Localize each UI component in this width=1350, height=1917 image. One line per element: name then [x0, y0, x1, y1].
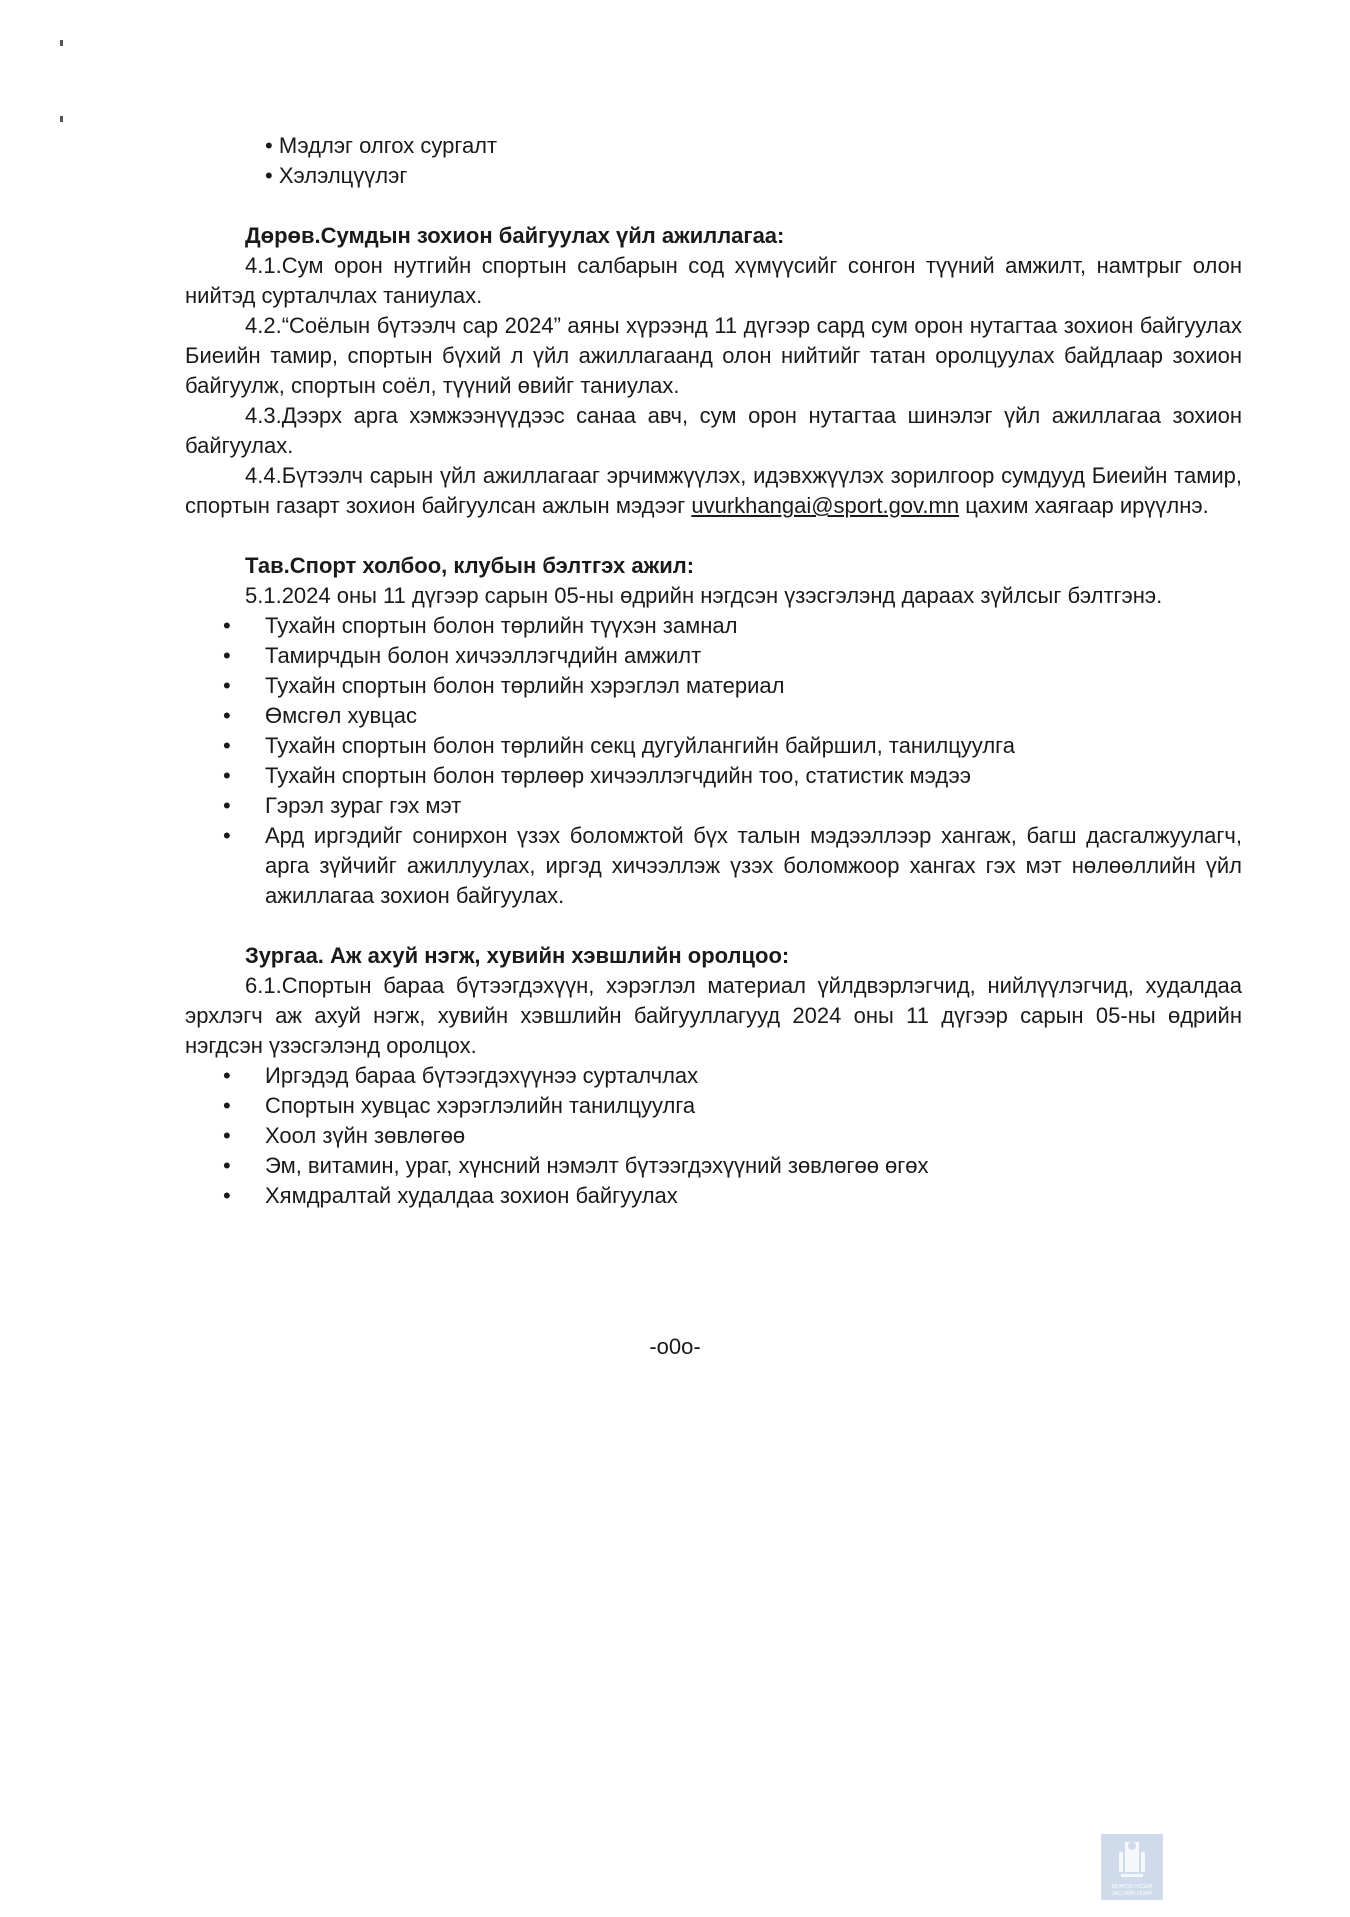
paragraph-4-3: 4.3.Дээрх арга хэмжээнүүдээс санаа авч, сум орон нутагтаа шинэлэг үйл ажиллагаа зохион байгуулах.: [185, 403, 1242, 458]
section-6-title: Зургаа. Аж ахуй нэгж, хувийн хэвшлийн оролцоо:: [245, 943, 790, 968]
paragraph-text: 4.4.Бүтээлч сарын үйл ажиллагааг эрчимжүүлэх, идэвхжүүлэх зорилгоор сумдууд Биеийн тамир, спортын газарт зохион байгуулсан ажлын мэдээг: [185, 463, 1242, 518]
list-item: • Тухайн спортын болон төрлөөр хичээллэгчдийн тоо, статистик мэдээ: [265, 761, 1242, 791]
list-item: • Тухайн спортын болон төрлийн түүхэн замнал: [265, 611, 1242, 641]
section-4-title: Дөрөв.Сумдын зохион байгуулах үйл ажиллагаа:: [245, 223, 785, 248]
list-item-text: Хэлэлцүүлэг: [278, 163, 408, 188]
list-item: • Хямдралтай худалдаа зохион байгуулах: [265, 1181, 1242, 1211]
list-item: • Тамирчдын болон хичээллэгчдийн амжилт: [265, 641, 1242, 671]
section-6-list: [185, 1061, 1242, 1211]
list-item: • Иргэдэд бараа бүтээгдэхүүнээ сурталчлах: [265, 1061, 1242, 1091]
paragraph-4-4: [185, 461, 1242, 521]
government-seal-icon: [1101, 1834, 1163, 1900]
paragraph-4-1: 4.1.Сум орон нутгийн спортын салбарын сод хүмүүсийг сонгон түүний амжилт, намтрыг олон нийтэд сурталчлах таниулах.: [185, 253, 1242, 308]
list-item: • Ард иргэдийг сонирхон үзэх боломжтой бүх талын мэдээллээр хангаж, багш дасгалжуулагч, арга зүйчийг ажиллуулах, иргэд хичээллэж үзэх боломжоор хангах гэх мэт нөлөөллийн үйл ажиллагаа зохион байгуулах.: [265, 821, 1242, 911]
seal-line: ЗАСГИЙН ГАЗАР: [1111, 1891, 1153, 1897]
list-item: • Хэлэлцүүлэг: [265, 163, 408, 188]
section-5-list: [185, 611, 1242, 911]
email-link[interactable]: uvurkhangai@sport.gov.mn: [691, 493, 960, 518]
scan-mark: [60, 116, 63, 122]
section-5-title: Тав.Спорт холбоо, клубын бэлтгэх ажил:: [245, 553, 695, 578]
list-item: • Гэрэл зураг гэх мэт: [265, 791, 1242, 821]
list-item: • Тухайн спортын болон төрлийн хэрэглэл материал: [265, 671, 1242, 701]
list-item-text: Мэдлэг олгох сургалт: [278, 133, 498, 158]
paragraph-6-1: 6.1.Спортын бараа бүтээгдэхүүн, хэрэглэл материал үйлдвэрлэгчид, нийлүүлэгчид, худалдаа эрхлэгч аж ахуй нэгж, хувийн хэвшлийн байгууллагууд 2024 оны 11 дүгээр сарын 05-ны өдрийн нэгдсэн үзэсгэлэнд оролцох.: [185, 973, 1242, 1058]
scan-mark: [60, 40, 63, 46]
soyombo-icon: [1101, 1834, 1163, 1884]
paragraph-4-2: 4.2.“Соёлын бүтээлч сар 2024” аяны хүрээнд 11 дүгээр сард сум орон нутагтаа зохион байгуулах Биеийн тамир, спортын бүхий л үйл ажиллагаанд олон нийтийг татан оролцуулах байдлаар зохион байгуулж, спортын соёл, түүний өвийг таниулах.: [185, 313, 1242, 398]
list-item: • Тухайн спортын болон төрлийн секц дугуйлангийн байршил, танилцуулга: [265, 731, 1242, 761]
seal-line: МОНГОЛ УЛСЫН: [1111, 1884, 1153, 1890]
paragraph-text: цахим хаягаар ирүүлнэ.: [959, 493, 1209, 518]
paragraph-5-1: 5.1.2024 оны 11 дүгээр сарын 05-ны өдрийн нэгдсэн үзэсгэлэнд дараах зүйлсыг бэлтгэнэ.: [245, 583, 1163, 608]
top-bullet-list: [265, 131, 1242, 191]
document-body: [185, 131, 1242, 1211]
list-item: • Эм, витамин, ураг, хүнсний нэмэлт бүтээгдэхүүний зөвлөгөө өгөх: [265, 1151, 1242, 1181]
list-item: • Спортын хувцас хэрэглэлийн танилцуулга: [265, 1091, 1242, 1121]
list-item: • Өмсгөл хувцас: [265, 701, 1242, 731]
list-item: • Хоол зүйн зөвлөгөө: [265, 1121, 1242, 1151]
list-item: • Мэдлэг олгох сургалт: [265, 133, 498, 158]
end-mark: -o0o-: [649, 1334, 701, 1359]
